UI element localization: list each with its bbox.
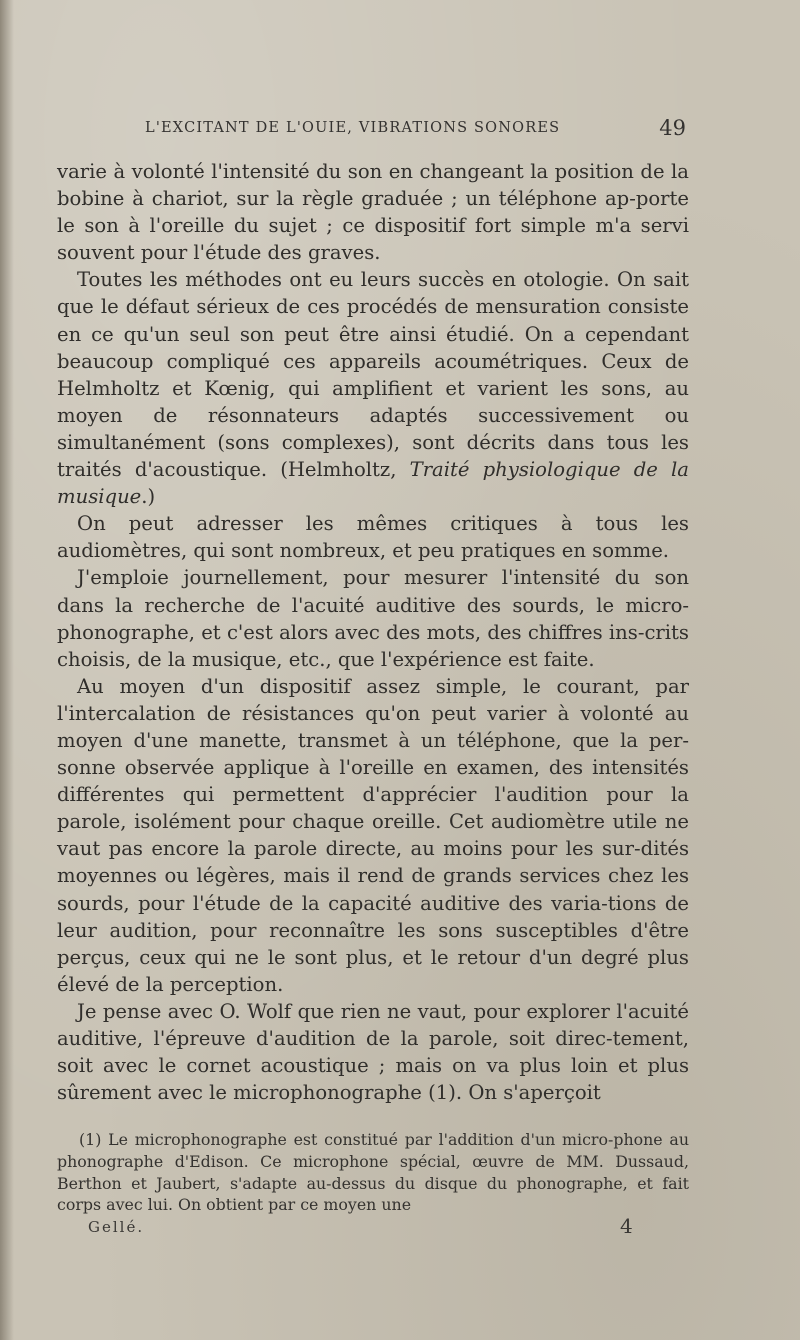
paragraph-2-text: Toutes les méthodes ont eu leurs succès en otologie. On sait que le défaut sérieux de ces procédés de mensuration consiste en ce qu'un seul son peut être ainsi étudié. On a cependant beaucoup compliqué ces appareils acoumétriques. Ceux de Helmholtz et Kœnig, qui amplifient et varient les sons, au moyen de résonnateurs adaptés successivement ou simultanément (sons complexes), sont décrits dans tous les traités d'acoustique. (Helmholtz, (57, 268, 689, 482)
book-title-italic: Traité physiologique de la musique (57, 458, 689, 509)
signature-mark: 4 (620, 1214, 633, 1238)
paragraph-6: Je pense avec O. Wolf que rien ne vaut, pour explorer l'acuité auditive, l'épreuve d'audition de la parole, soit direc-tement, soit avec le cornet acoustique ; mais on va plus loin et plus sûrement avec le microphonographe (1). On s'aperçoit (57, 999, 689, 1105)
page-header (145, 116, 690, 146)
paragraph-2 (57, 266, 689, 510)
paragraph-1: varie à volonté l'intensité du son en changeant la position de la bobine à chariot, sur la règle graduée ; un téléphone ap-porte le son à l'oreille du sujet ; ce dispositif fort simple m'a servi souvent pour l'étude des graves. (57, 160, 689, 265)
page-number: 49 (659, 116, 686, 140)
page-spine-shadow (0, 0, 14, 1340)
paragraph-3: On peut adresser les mêmes critiques à tous les audiomètres, qui sont nombreux, et peu pratiques en somme. (57, 512, 689, 563)
paragraph-2-end: .) (141, 485, 156, 509)
paragraph-5: Au moyen d'un dispositif assez simple, le courant, par l'intercalation de résistances qu'on peut varier à volonté au moyen d'une manette, transmet à un téléphone, que la per-sonne observée applique à l'oreille en examen, des intensités différentes qui permettent d'apprécier l'audition pour la parole, isolément pour chaque oreille. Cet audiomètre utile ne vaut pas encore la parole directe, au moins pour les sur-dités moyennes ou légères, mais il rend de grands services chez les sourds, pour l'étude de la capacité auditive des varia-tions de leur audition, pour reconnaître les sons susceptibles d'être perçus, ceux qui ne le sont plus, et le retour d'un degré plus élevé de la perception. (57, 674, 689, 996)
footnote (57, 1129, 689, 1216)
running-head: L'EXCITANT DE L'OUIE, VIBRATIONS SONORES (145, 120, 561, 136)
paragraph-4: J'emploie journellement, pour mesurer l'intensité du son dans la recherche de l'acuité auditive des sourds, le micro-phonographe, et c'est alors avec des mots, des chiffres ins-crits choisis, de la musique, etc., que l'expérience est faite. (57, 566, 689, 671)
signature-author: Gellé. (88, 1218, 145, 1236)
body-text (57, 158, 689, 1106)
footnote-text: (1) Le microphonographe est constitué par l'addition d'un micro-phone au phonographe d'Edison. Ce microphone spécial, œuvre de MM. Dussaud, Berthon et Jaubert, s'adapte au-dessus du disque du phonographe, et fait corps avec lui. On obtient par ce moyen une (57, 1130, 689, 1215)
